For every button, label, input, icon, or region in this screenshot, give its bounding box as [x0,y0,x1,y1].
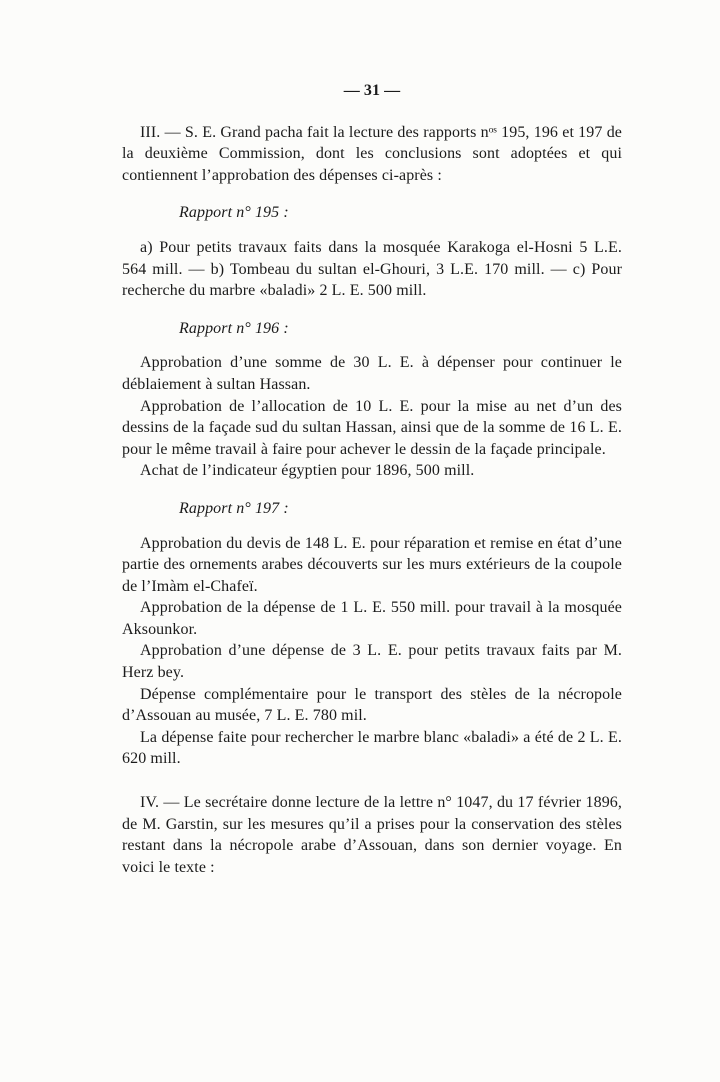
paragraph-approbation-devis-148: Approbation du devis de 148 L. E. pour réparation et remise en état d’une partie des ornements arabes découverts sur les murs extérieurs de la coupole de l’Imàm el-Chafeï. [122,534,622,595]
section-heading-rapport-197: Rapport n° 197 : [179,499,289,517]
paragraph-approbation-allocation-10: Approbation de l’allocation de 10 L. E. pour la mise au net d’un des dessins de la façade sud du sultan Hassan, ainsi que de la somme de 16 L. E. pour le même travail à faire pour achever le dessin de la façade principale. [122,397,622,458]
paragraph-approbation-depense-3: Approbation d’une dépense de 3 L. E. pour petits travaux faits par M. Herz bey. [122,642,622,682]
section-heading-rapport-195: Rapport n° 195 : [179,204,289,222]
paragraph-rapport-195-items: a) Pour petits travaux faits dans la mosquée Karakoga el-Hosni 5 L.E. 564 mill. — b) Tombeau du sultan el-Ghouri, 3 L.E. 170 mill. — c) Pour recherche du marbre «baladi» 2 L. E. 500 mill. [122,238,622,300]
document-content [122,80,622,878]
paragraph-iv: IV. — Le secrétaire donne lecture de la lettre n° 1047, du 17 février 1896, de M. Garstin, sur les mesures qu’il a prises pour la conservation des stèles restant dans la nécropole arabe d’Assouan, dans son dernier voyage. En voici le texte : [122,794,622,876]
page-number: — 31 — [343,82,401,99]
paragraph-depense-marbre-baladi: La dépense faite pour rechercher le marbre blanc «baladi» a été de 2 L. E. 620 mill. [122,728,622,768]
paragraph-iii: III. — S. E. Grand pacha fait la lecture des rapports nᵒˢ 195, 196 et 197 de la deuxième Commission, dont les conclusions sont adoptées et qui contiennent l’approbation des dépenses ci-après : [122,123,622,184]
paragraph-depense-complementaire: Dépense complémentaire pour le transport des stèles de la nécropole d’Assouan au musée, 7 L. E. 780 mil. [122,685,622,725]
section-heading-rapport-196: Rapport n° 196 : [179,319,289,337]
paragraph-approbation-somme-30: Approbation d’une somme de 30 L. E. à dépenser pour continuer le déblaiement à sultan Hassan. [122,354,622,393]
paragraph-approbation-depense-1: Approbation de la dépense de 1 L. E. 550 mill. pour travail à la mosquée Aksounkor. [122,599,622,638]
paragraph-achat-indicateur: Achat de l’indicateur égyptien pour 1896, 500 mill. [140,462,475,480]
